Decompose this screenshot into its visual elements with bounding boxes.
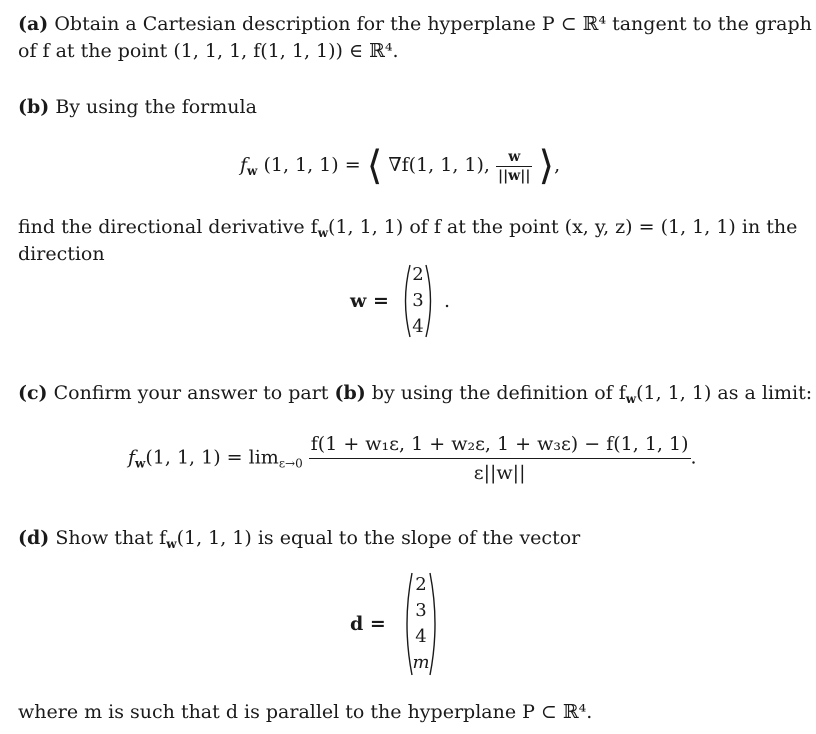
part-b-intro-line bbox=[18, 93, 257, 121]
limit-fraction bbox=[309, 430, 691, 487]
part-b-label: (b) bbox=[18, 96, 50, 118]
w-label-text: w = bbox=[350, 290, 389, 312]
part-b-text-line1 bbox=[18, 213, 797, 247]
d-vector-label bbox=[350, 610, 386, 638]
part-d-sub: w bbox=[166, 537, 177, 551]
limit-numerator: f(1 + w₁ε, 1 + w₂ε, 1 + w₃ε) − f(1, 1, 1) bbox=[309, 430, 691, 459]
part-c-line bbox=[18, 379, 812, 413]
part-b-text-line2: direction bbox=[18, 243, 105, 265]
part-d-text-pre: Show that f bbox=[55, 527, 167, 549]
part-d-line bbox=[18, 524, 580, 558]
w-entry: 2 bbox=[412, 264, 424, 285]
w-vector bbox=[400, 262, 436, 340]
formula-tail: , bbox=[554, 154, 561, 176]
right-angle-icon: ⟩ bbox=[538, 143, 555, 189]
formula-grad: ∇f(1, 1, 1), bbox=[388, 154, 490, 176]
part-a-line1 bbox=[18, 10, 812, 38]
part-c-sub: w bbox=[625, 392, 637, 406]
limit-lhs-args: (1, 1, 1) = lim bbox=[145, 446, 279, 469]
limit-sub: ε→0 bbox=[278, 456, 303, 471]
formula-f: f bbox=[240, 154, 248, 176]
formula-fraction bbox=[496, 148, 532, 185]
w-entries bbox=[400, 266, 436, 336]
part-a-text1: Obtain a Cartesian description for the hyperplane P ⊂ ℝ⁴ tangent to the graph bbox=[54, 13, 812, 35]
d-entry: m bbox=[412, 652, 430, 673]
d-entries bbox=[402, 576, 440, 672]
part-c-formula bbox=[128, 430, 697, 487]
w-entry: 4 bbox=[412, 316, 424, 337]
part-c-text-pre: Confirm your answer to part bbox=[53, 382, 329, 404]
left-angle-icon: ⟨ bbox=[366, 143, 383, 189]
part-b-formula bbox=[240, 140, 560, 196]
limit-lhs: f bbox=[128, 446, 136, 469]
w-entry: 3 bbox=[412, 290, 424, 311]
part-c-text-end: (1, 1, 1) as a limit: bbox=[636, 382, 813, 404]
part-c-text-post: by using the definition of f bbox=[371, 382, 626, 404]
fraction-denominator: ||w|| bbox=[498, 167, 531, 184]
d-entry: 4 bbox=[415, 626, 427, 647]
part-b-intro: By using the formula bbox=[55, 96, 257, 118]
fraction-numerator: w bbox=[496, 148, 532, 167]
d-entry: 2 bbox=[415, 574, 427, 595]
part-b-text1-sub: w bbox=[317, 226, 329, 240]
d-label-text: d = bbox=[350, 613, 386, 635]
w-vector-label bbox=[350, 287, 389, 315]
part-d-text-post: (1, 1, 1) is equal to the slope of the vector bbox=[176, 527, 581, 549]
limit-lhs-sub: w bbox=[135, 456, 146, 471]
w-vector-tail: . bbox=[444, 290, 451, 312]
formula-sub-w: w bbox=[247, 164, 258, 178]
part-b-text1-rest: (1, 1, 1) of f at the point (x, y, z) = (1, 1, 1) in the bbox=[328, 216, 798, 238]
d-vector bbox=[402, 570, 440, 678]
part-d-final: where m is such that d is parallel to the hyperplane P ⊂ ℝ⁴. bbox=[18, 701, 593, 723]
part-a-label: (a) bbox=[18, 13, 49, 35]
limit-tail: . bbox=[690, 446, 697, 469]
part-d-label: (d) bbox=[18, 527, 50, 549]
part-b-text1: find the directional derivative f bbox=[18, 216, 318, 238]
part-c-ref: (b) bbox=[334, 382, 366, 404]
part-a-line2: of f at the point (1, 1, 1, f(1, 1, 1)) ∈ ℝ⁴. bbox=[18, 40, 399, 62]
limit-denominator: ε||w|| bbox=[473, 462, 526, 484]
part-c-label: (c) bbox=[18, 382, 48, 404]
d-entry: 3 bbox=[415, 600, 427, 621]
formula-args: (1, 1, 1) = bbox=[263, 154, 361, 176]
